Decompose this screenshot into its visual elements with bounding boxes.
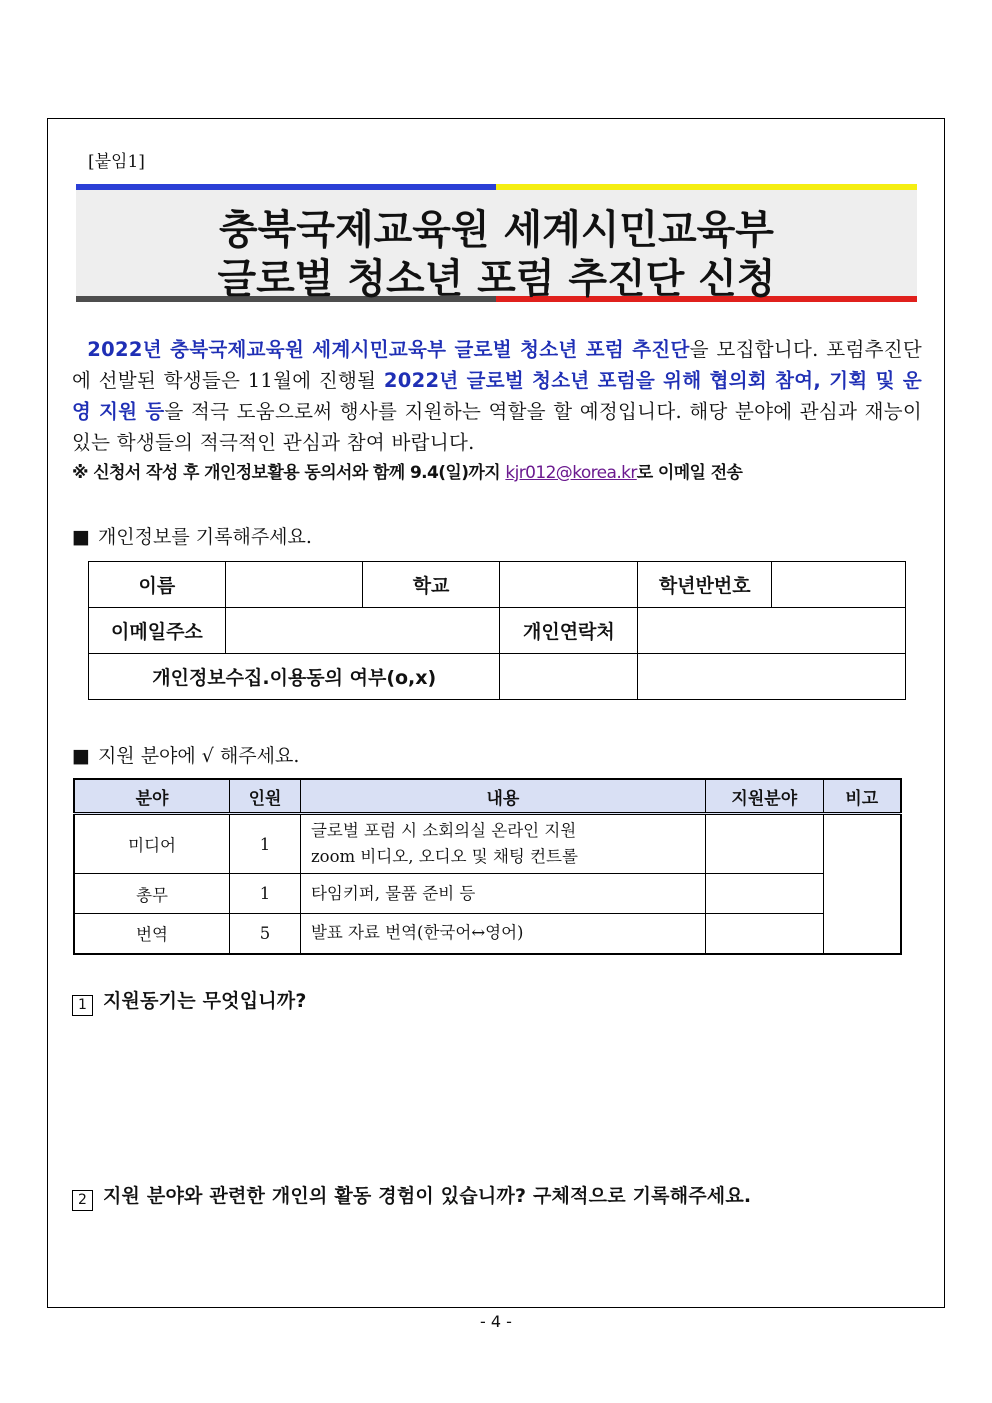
remark-cell[interactable]: [823, 814, 901, 954]
section-apply-field: ■ 지원 분야에 √ 해주세요.: [72, 745, 300, 767]
attachment-label: [붙임1]: [88, 152, 145, 172]
number-box-2: 2: [72, 1190, 93, 1211]
consent-label: 개인정보수집.이용동의 여부(o,x): [89, 654, 500, 700]
col-header-apply: 지원분야: [705, 779, 823, 814]
col-header-content: 내용: [300, 779, 705, 814]
apply-field-table: [73, 778, 902, 955]
personal-info-table: [88, 561, 906, 700]
col-header-field: 분야: [74, 779, 230, 814]
school-label: 학교: [362, 562, 500, 608]
intro-highlight-2: 2022년 글로벌 청소년 포럼을 위해 협의회 참여, 기획 및 운영 지원 등: [72, 369, 923, 423]
question-1: 1 지원동기는 무엇입니까?: [72, 986, 307, 1016]
table-row: 번역 5 발표 자료 번역(한국어↔영어): [74, 914, 901, 954]
table-row: 미디어 1 글로벌 포럼 시 소회의실 온라인 지원 zoom 비디오, 오디오 및 채팅 컨트롤: [74, 814, 901, 874]
intro-highlight-1: 2022년 충북국제교육원 세계시민교육부 글로벌 청소년 포럼 추진단: [87, 338, 690, 361]
apply-check-media[interactable]: [705, 814, 823, 874]
name-label: 이름: [89, 562, 226, 608]
table-row: 총무 1 타임키퍼, 물품 준비 등: [74, 874, 901, 914]
consent-field[interactable]: [500, 654, 638, 700]
email-label: 이메일주소: [89, 608, 226, 654]
intro-paragraph: 2022년 충북국제교육원 세계시민교육부 글로벌 청소년 포럼 추진단을 모집합니다. 포럼추진단에 선발된 학생들은 11월에 진행될 2022년 글로벌 청소년 포럼을 위해 협의회 참여, 기획 및 운영 지원 등을 적극 도움으로써 행사를 지원하는 역할을 할 예정입니다. 해당 분야에 관심과 재능이 있는 학생들의 적극적인 관심과 참여 바랍니다.: [72, 338, 923, 454]
apply-check-translation[interactable]: [705, 914, 823, 954]
square-bullet-icon: ■: [72, 526, 90, 548]
section-personal-info: ■ 개인정보를 기록해주세요.: [72, 526, 312, 548]
title-line-2: 글로벌 청소년 포럼 추진단 신청: [217, 256, 776, 302]
grade-class-label: 학년반번호: [638, 562, 772, 608]
school-field[interactable]: [500, 562, 638, 608]
consent-extra-field[interactable]: [638, 654, 906, 700]
question-2: 2 지원 분야와 관련한 개인의 활동 경험이 있습니까? 구체적으로 기록해주세요.: [72, 1181, 751, 1211]
page-number: - 4 -: [480, 1312, 512, 1331]
phone-label: 개인연락처: [500, 608, 638, 654]
title-banner: [76, 184, 917, 302]
phone-field[interactable]: [638, 608, 906, 654]
email-field[interactable]: [225, 608, 500, 654]
submission-note: ※ 신청서 작성 후 개인정보활용 동의서와 함께 9.4(일)까지 kjr012@korea.kr로 이메일 전송: [72, 463, 743, 483]
name-field[interactable]: [225, 562, 362, 608]
title-line-1: 충북국제교육원 세계시민교육부: [219, 207, 774, 253]
grade-class-field[interactable]: [772, 562, 906, 608]
apply-check-admin[interactable]: [705, 874, 823, 914]
square-bullet-icon: ■: [72, 745, 90, 767]
col-header-remark: 비고: [823, 779, 901, 814]
email-link[interactable]: kjr012@korea.kr: [505, 463, 637, 483]
number-box-1: 1: [72, 995, 93, 1016]
col-header-count: 인원: [230, 779, 301, 814]
